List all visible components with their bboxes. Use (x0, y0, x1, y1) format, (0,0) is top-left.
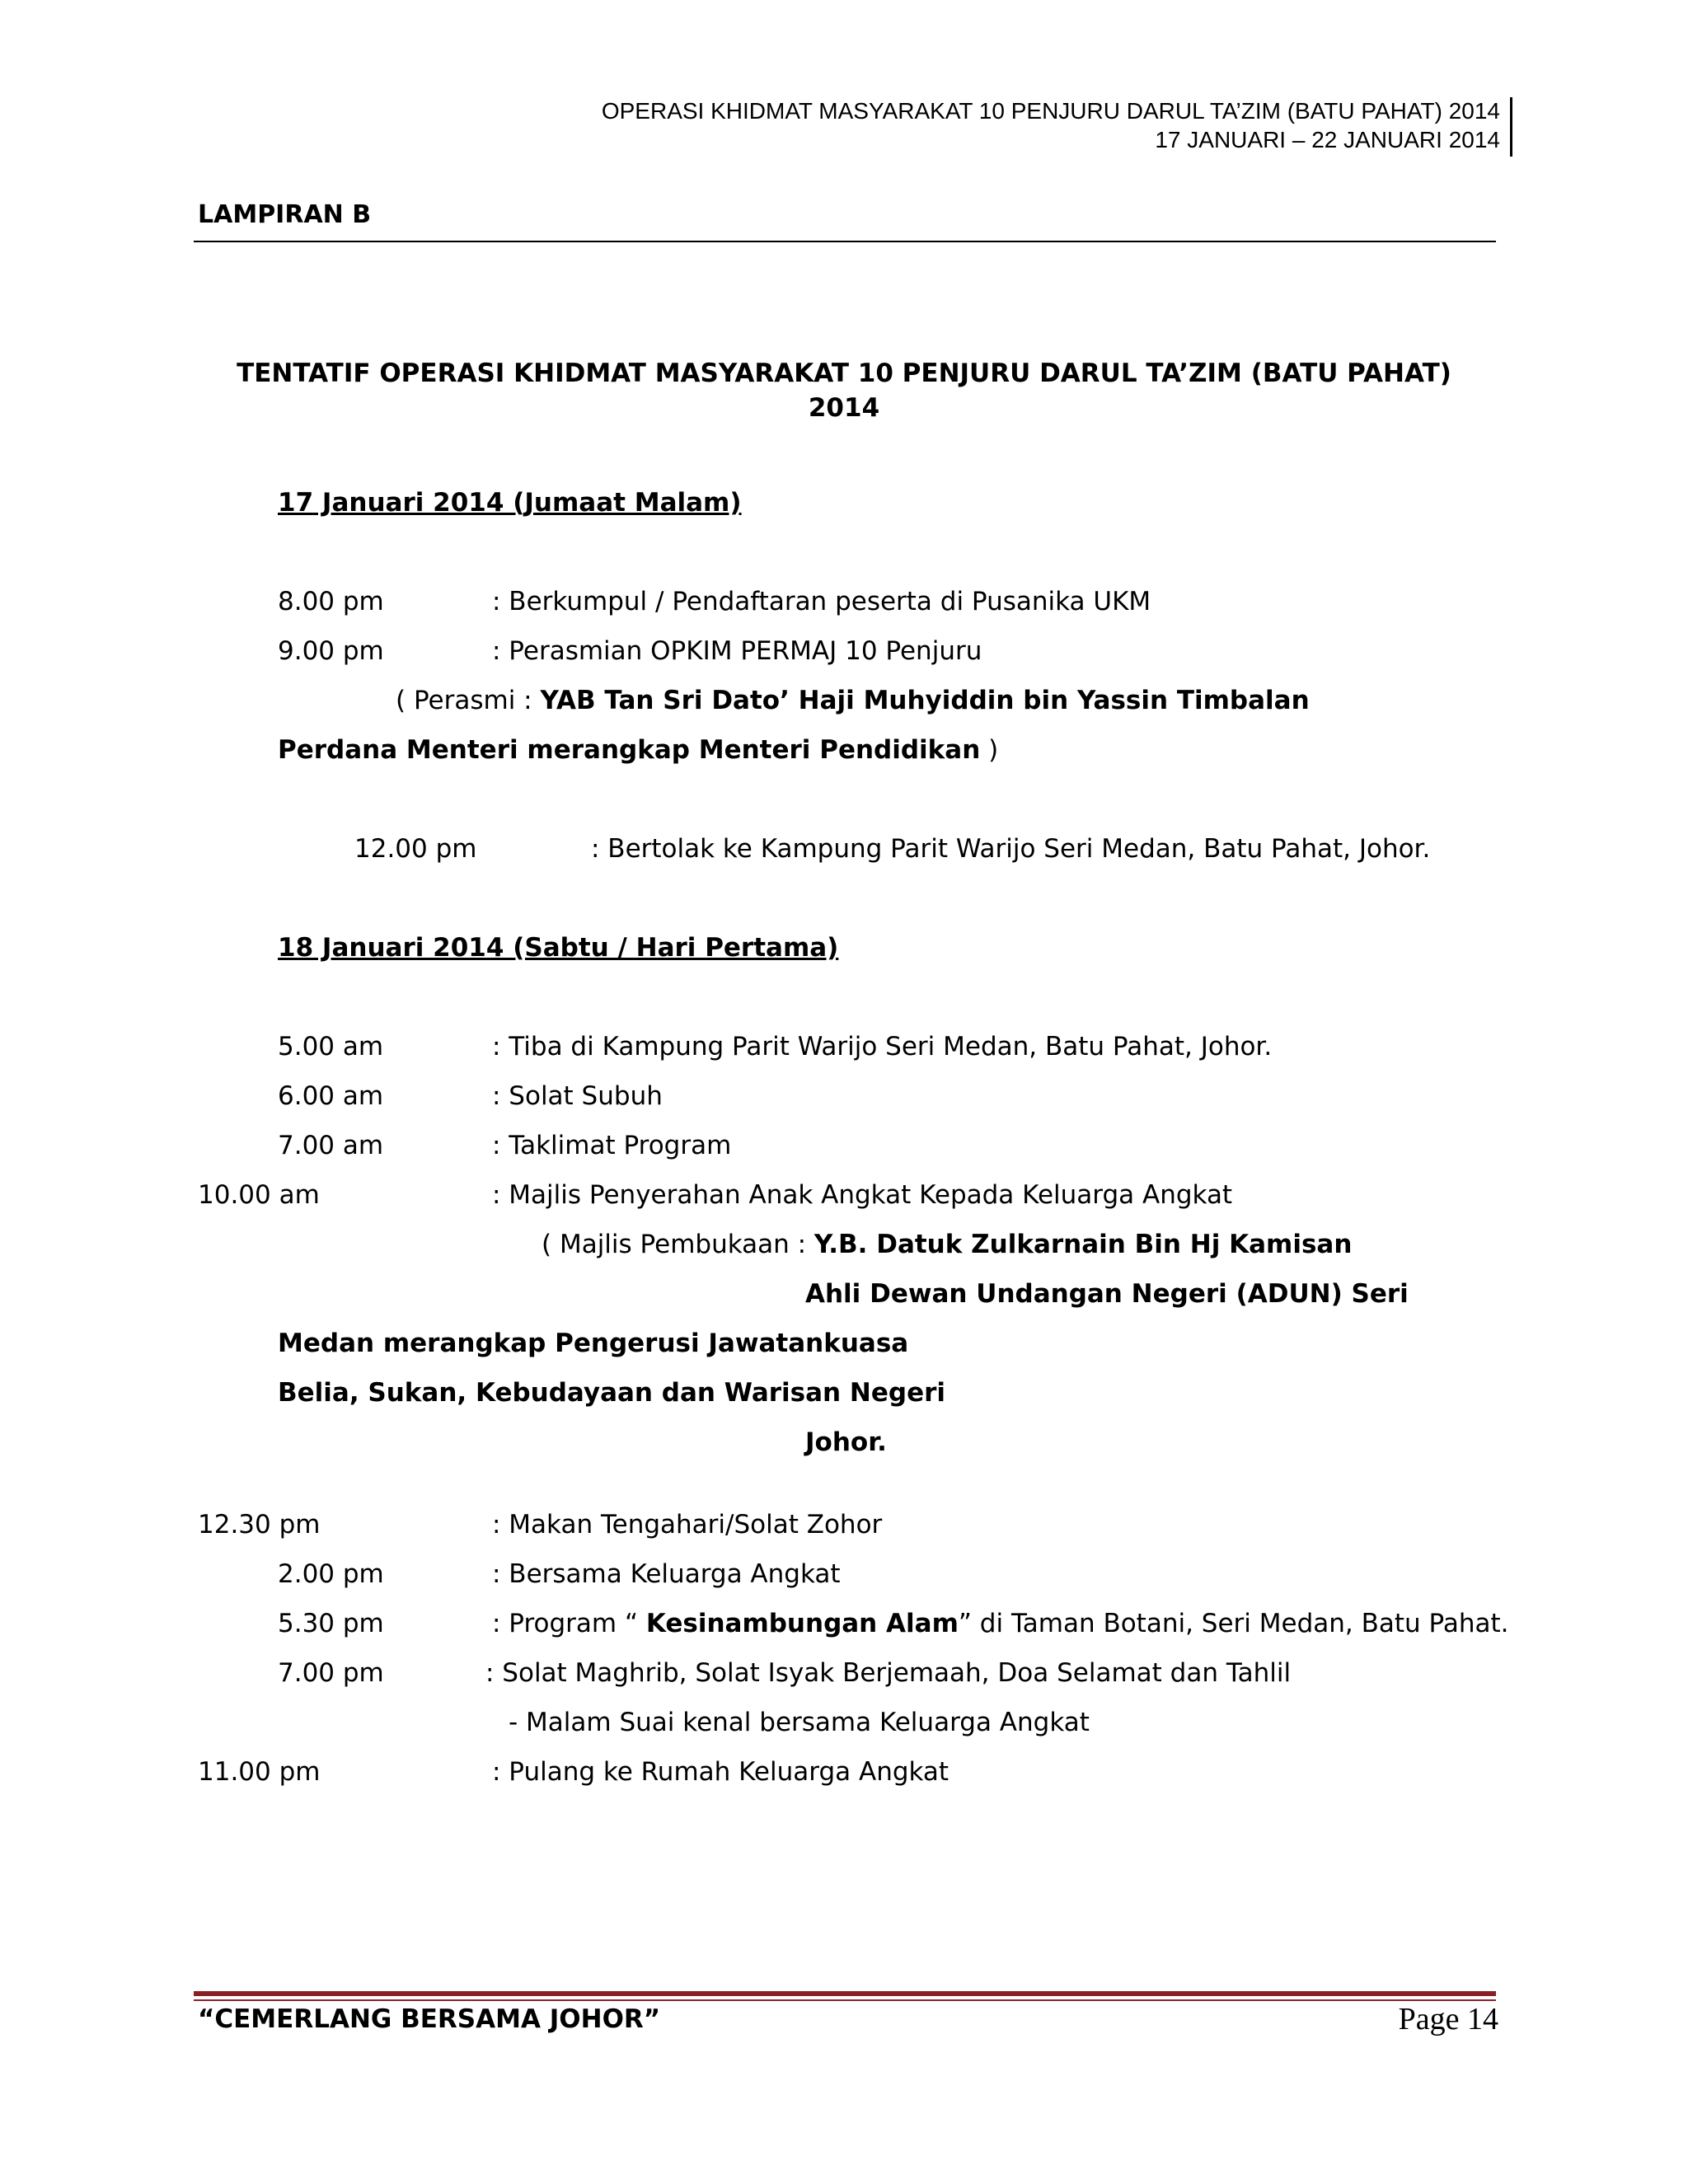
footer-rule-thick (194, 1991, 1496, 1996)
header-rule (194, 241, 1496, 242)
page-number: Page 14 (1398, 2002, 1498, 2036)
footer-rule-thin (194, 1999, 1496, 2001)
schedule-desc: : Bersama Keluarga Angkat (492, 1559, 841, 1589)
schedule-time: 7.00 am (278, 1131, 384, 1160)
schedule-desc (492, 1609, 1508, 1638)
perasmi-name: YAB Tan Sri Dato’ Haji Muhyiddin bin Yassin Timbalan (540, 686, 1310, 715)
pembukaan-line3: Medan merangkap Pengerusi Jawatankuasa (278, 1329, 909, 1358)
schedule-time: 2.00 pm (278, 1559, 384, 1589)
schedule-desc: : Tiba di Kampung Parit Warijo Seri Medan, Batu Pahat, Johor. (492, 1032, 1273, 1062)
schedule-time: 12.30 pm (198, 1510, 321, 1540)
schedule-time: 6.00 am (278, 1081, 384, 1111)
pembukaan-line2: Ahli Dewan Undangan Negeri (ADUN) Seri (805, 1279, 1409, 1309)
suai-kenal-note: - Malam Suai kenal bersama Keluarga Angkat (509, 1708, 1090, 1737)
document-title-year: 2014 (808, 393, 880, 423)
schedule-time: 9.00 pm (278, 636, 384, 666)
footer-motto: “CEMERLANG BERSAMA JOHOR” (198, 2004, 661, 2034)
schedule-desc: : Bertolak ke Kampung Parit Warijo Seri Medan, Batu Pahat, Johor. (591, 834, 1431, 864)
program-prefix: : Program “ (492, 1609, 646, 1638)
running-header-title: OPERASI KHIDMAT MASYARAKAT 10 PENJURU DARUL TA’ZIM (BATU PAHAT) 2014 (601, 98, 1500, 124)
running-header-dates: 17 JANUARI – 22 JANUARI 2014 (1155, 127, 1500, 152)
perasmi-title: Perdana Menteri merangkap Menteri Pendidikan (278, 735, 981, 765)
appendix-label: LAMPIRAN B (198, 200, 372, 229)
day2-heading: 18 Januari 2014 (Sabtu / Hari Pertama) (278, 933, 839, 963)
pembukaan-prefix: ( Majlis Pembukaan : (542, 1230, 814, 1259)
perasmi-note (396, 686, 1310, 715)
schedule-desc: : Berkumpul / Pendaftaran peserta di Pusanika UKM (492, 587, 1151, 616)
schedule-desc: : Makan Tengahari/Solat Zohor (492, 1510, 883, 1540)
perasmi-note-line2 (278, 735, 998, 765)
schedule-desc: : Majlis Penyerahan Anak Angkat Kepada Keluarga Angkat (492, 1180, 1233, 1210)
schedule-desc: : Taklimat Program (492, 1131, 732, 1160)
schedule-desc: : Perasmian OPKIM PERMAJ 10 Penjuru (492, 636, 982, 666)
pembukaan-note (542, 1230, 1352, 1259)
perasmi-prefix: ( Perasmi : (396, 686, 541, 715)
pembukaan-line5: Johor. (805, 1427, 887, 1457)
schedule-time: 11.00 pm (198, 1757, 321, 1787)
schedule-time: 8.00 pm (278, 587, 384, 616)
schedule-time: 10.00 am (198, 1180, 320, 1210)
document-title: TENTATIF OPERASI KHIDMAT MASYARAKAT 10 PENJURU DARUL TA’ZIM (BATU PAHAT) (237, 359, 1451, 388)
day1-heading: 17 Januari 2014 (Jumaat Malam) (278, 488, 742, 518)
schedule-desc: : Pulang ke Rumah Keluarga Angkat (492, 1757, 950, 1787)
program-name: Kesinambungan Alam (645, 1609, 959, 1638)
header-vertical-bar (1510, 97, 1512, 157)
pembukaan-name: Y.B. Datuk Zulkarnain Bin Hj Kamisan (814, 1230, 1353, 1259)
schedule-time: 7.00 pm (278, 1658, 384, 1688)
schedule-time: 12.00 pm (354, 834, 477, 864)
schedule-time: 5.00 am (278, 1032, 384, 1062)
perasmi-suffix: ) (980, 735, 999, 765)
pembukaan-line4: Belia, Sukan, Kebudayaan dan Warisan Negeri (278, 1378, 946, 1408)
program-suffix: ” di Taman Botani, Seri Medan, Batu Pahat. (958, 1609, 1509, 1638)
schedule-desc: : Solat Subuh (492, 1081, 663, 1111)
schedule-desc: : Solat Maghrib, Solat Isyak Berjemaah, Doa Selamat dan Tahlil (485, 1658, 1292, 1688)
schedule-time: 5.30 pm (278, 1609, 384, 1638)
